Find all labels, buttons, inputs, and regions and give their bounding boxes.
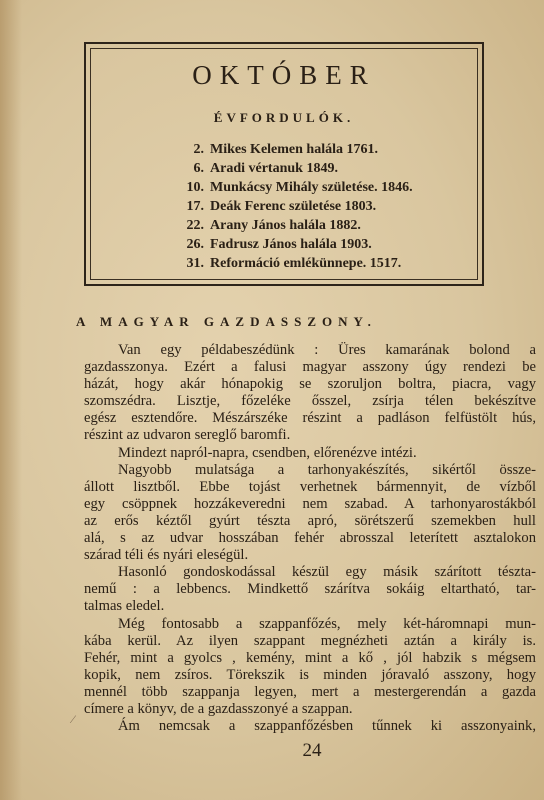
text-line: mennél több szappanja legyen, mert a mestergerendán a gazda: [84, 683, 536, 700]
text-line: címere a könyv, de a gazdasszonyé a szappan.: [84, 700, 353, 717]
text-line: állott lisztből. Ebbe tojást verhetnek bármennyit, de vízből: [84, 478, 536, 495]
text-line: Mindezt napról-napra, csendben, előrenézve intézi.: [118, 444, 417, 461]
anniversary-day: 22.: [186, 218, 204, 233]
text-line: alá, s az udvar hosszában fehér abrosszal leterített asztalokon: [84, 530, 536, 547]
anniversary-text: Reformáció emlékünnepe. 1517.: [210, 256, 402, 271]
margin-pencil-mark: ⁄: [72, 712, 75, 726]
anniversary-text: Arany János halála 1882.: [210, 218, 361, 233]
anniversary-day: 2.: [193, 142, 204, 157]
text-line: talmas eledel.: [84, 598, 165, 615]
text-line: Még fontosabb a szappanfőzés, mely két-háromnapi mun-: [118, 615, 536, 632]
article-title: A MAGYAR GAZDASSZONY.: [76, 314, 377, 329]
anniversary-day: 17.: [186, 199, 204, 214]
anniversary-text: Mikes Kelemen halála 1761.: [210, 142, 378, 157]
text-line: Nagyobb mulatsága a tarhonyakészítés, sikértől össze-: [118, 461, 536, 478]
article-body: [84, 342, 536, 735]
text-line: Ám nemcsak a szappanfőzésben tűnnek ki asszonyaink,: [118, 718, 536, 735]
text-line: kába kerül. Az ilyen szappant megnézheti aztán a király is.: [84, 632, 536, 649]
text-line: szárad téli és nyári eleségül.: [84, 547, 249, 564]
anniversary-day: 10.: [186, 180, 204, 195]
text-line: gazdasszonya. Ezért a falusi magyar asszony úgy rendezi be: [84, 359, 536, 376]
anniversary-day: 26.: [186, 237, 204, 252]
text-line: egész esztendőre. Mészárszéke részint a padláson felfüstölt hús,: [84, 410, 536, 427]
page-edge-shadow: [0, 0, 22, 800]
text-line: nemű : a lebbencs. Mindkettő szárítva sokáig eltartható, tar-: [84, 581, 536, 598]
anniversary-day: 6.: [193, 161, 204, 176]
text-line: egy csöppnek hozzákeveredni nem szabad. A tarhonyarostákból: [84, 495, 536, 512]
anniversary-text: Deák Ferenc születése 1803.: [210, 199, 377, 214]
anniversary-box: [84, 42, 484, 286]
text-line: Fehér, mint a gyolcs , kemény, mint a kő , jól habzik s mégsem: [84, 649, 536, 666]
anniversary-text: Aradi vértanuk 1849.: [210, 161, 338, 176]
anniversaries-heading: ÉVFORDULÓK.: [213, 110, 355, 125]
text-line: házát, hogy akár hónapokig se szoruljon boltra, piacra, vagy: [84, 376, 536, 393]
anniversary-day: 31.: [186, 256, 204, 271]
text-line: az erős kéztől gyúrt tészta apró, sörétszerű szemekben hull: [84, 512, 536, 529]
month-title: OKTÓBER: [192, 60, 376, 90]
text-line: részint az udvaron sereglő baromfi.: [84, 427, 291, 444]
anniversary-text: Fadrusz János halála 1903.: [210, 237, 372, 252]
anniversary-text: Munkácsy Mihály születése. 1846.: [210, 180, 413, 195]
page-number: 24: [302, 740, 322, 761]
text-line: szomszédra. Lisztje, főzeléke ősszel, zsírja télen bekészítve: [84, 393, 536, 410]
text-line: kopik, nem zsíros. Törekszik is minden jóravaló asszony, hogy: [84, 666, 536, 683]
text-line: Van egy példabeszédünk : Üres kamarának bolond a: [118, 342, 536, 358]
text-line: Hasonló gondoskodással készül egy másik szárított tészta-: [118, 564, 536, 581]
